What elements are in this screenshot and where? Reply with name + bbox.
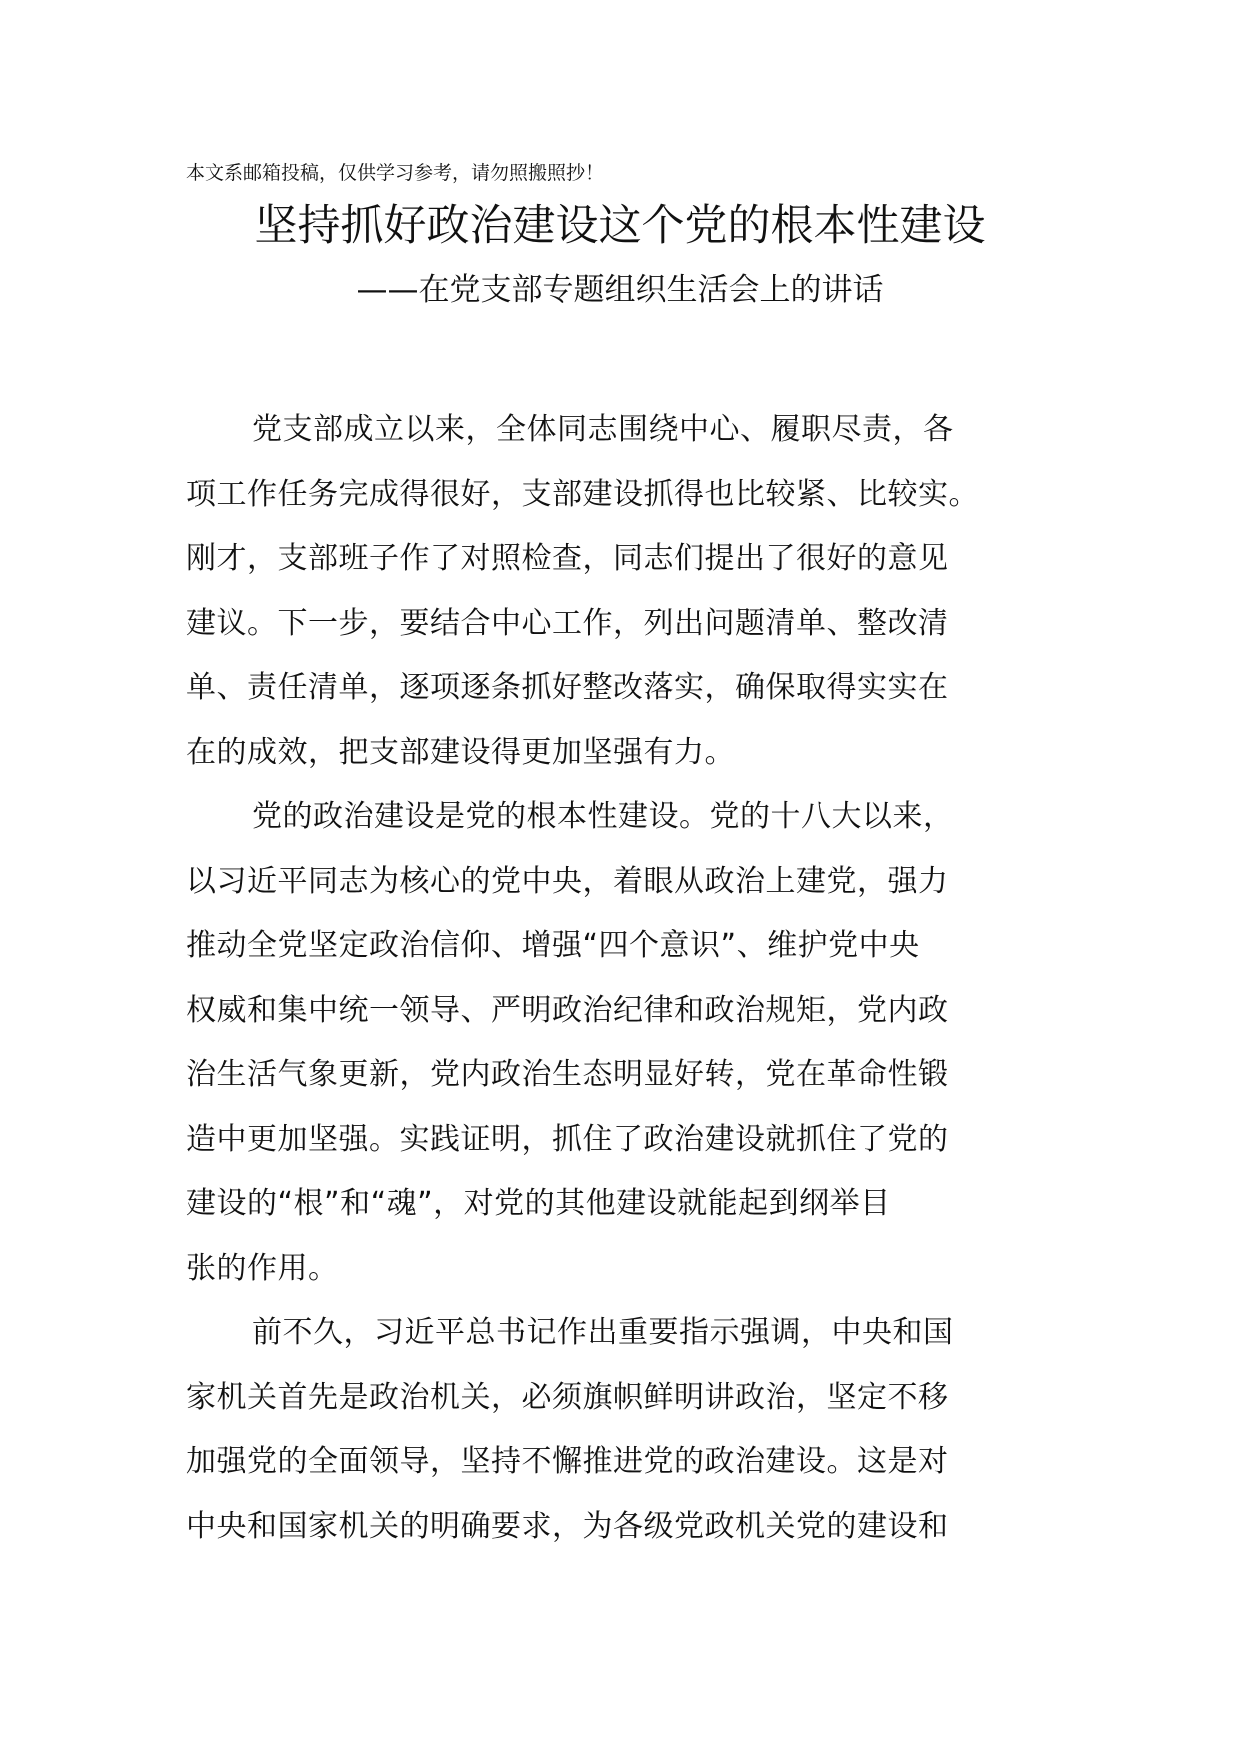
body-line: 党支部成立以来，全体同志围绕中心、履职尽责，各 — [252, 412, 954, 447]
body-line: 刚才，支部班子作了对照检查，同志们提出了很好的意见 — [186, 541, 949, 576]
body-line: 建设的“根”和“魂”，对党的其他建设就能起到纲举目 — [186, 1186, 891, 1221]
body-line: 以习近平同志为核心的党中央，着眼从政治上建党，强力 — [186, 863, 949, 899]
body-line: 加强党的全面领导，坚持不懈推进党的政治建设。这是对 — [186, 1444, 949, 1479]
body-line: 项工作任务完成得很好，支部建设抓得也比较紧、比较实。 — [186, 476, 979, 512]
body-line: 中央和国家机关的明确要求，为各级党政机关党的建设和 — [186, 1508, 949, 1544]
body-line: 张的作用。 — [186, 1250, 339, 1286]
body-line: 单、责任清单，逐项逐条抓好整改落实，确保取得实实在 — [186, 670, 949, 705]
disclaimer-notice: 本文系邮箱投稿，仅供学习参考，请勿照搬照抄！ — [186, 162, 605, 184]
body-line: 建议。下一步，要结合中心工作，列出问题清单、整改清 — [186, 605, 949, 641]
body-line: 前不久，习近平总书记作出重要指示强调，中央和国 — [252, 1315, 954, 1350]
body-line: 党的政治建设是党的根本性建设。党的十八大以来， — [252, 799, 954, 834]
body-line: 在的成效，把支部建设得更加坚强有力。 — [186, 734, 735, 770]
document-title: 坚持抓好政治建设这个党的根本性建设 — [254, 201, 986, 251]
document-body — [186, 398, 1046, 1559]
body-line: 推动全党坚定政治信仰、增强“四个意识”、维护党中央 — [186, 928, 920, 963]
body-line: 造中更加坚强。实践证明，抓住了政治建设就抓住了党的 — [186, 1121, 949, 1157]
body-line: 家机关首先是政治机关，必须旗帜鲜明讲政治，坚定不移 — [186, 1379, 949, 1415]
body-line: 治生活气象更新，党内政治生态明显好转，党在革命性锻 — [186, 1057, 949, 1092]
document-subtitle: ——在党支部专题组织生活会上的讲话 — [356, 272, 884, 308]
body-line: 权威和集中统一领导、严明政治纪律和政治规矩，党内政 — [186, 992, 949, 1028]
